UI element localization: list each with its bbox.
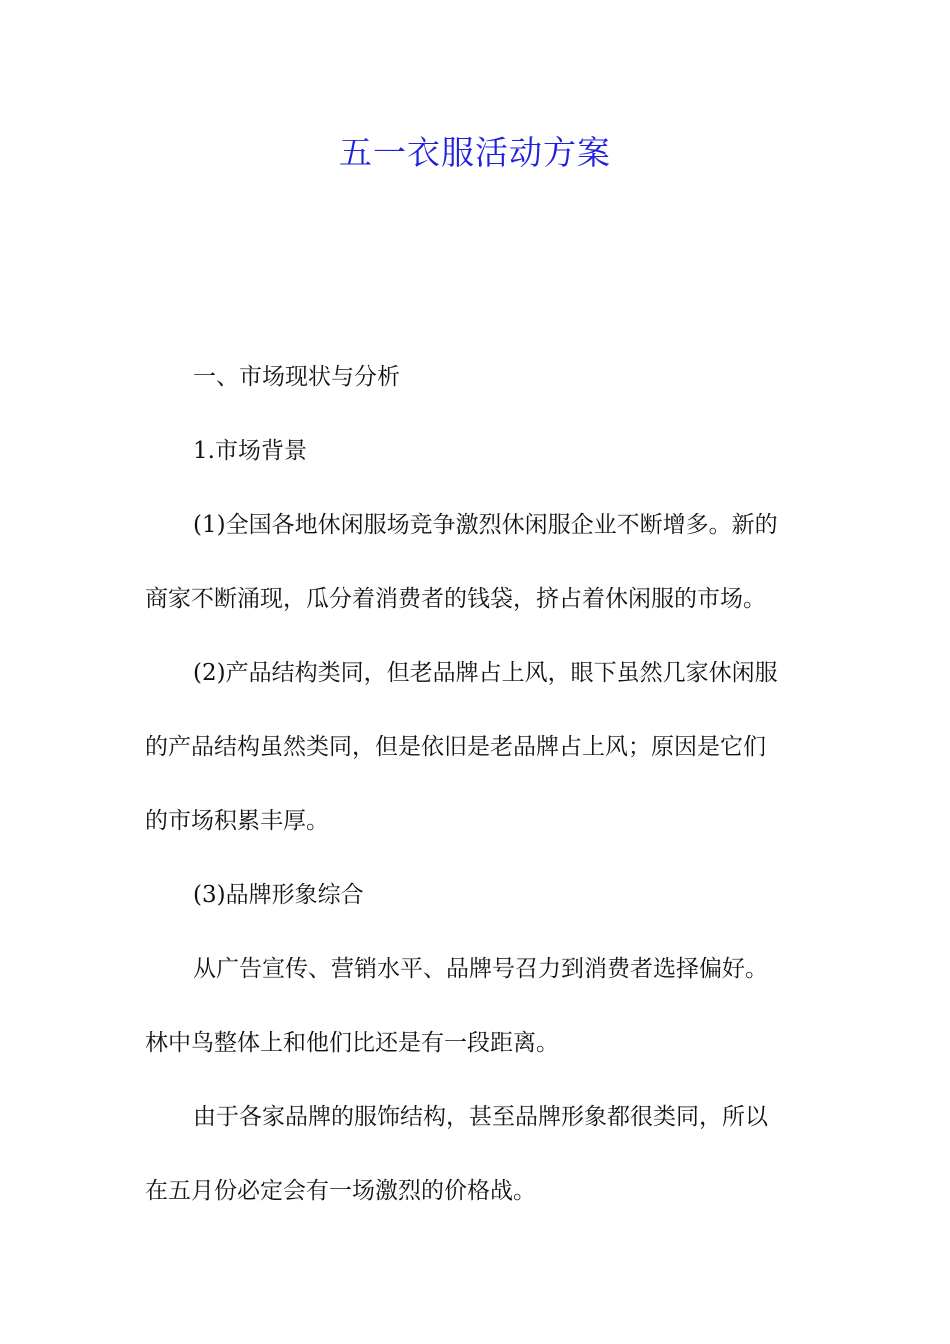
paragraph-line: 的市场积累丰厚。 [145,808,329,834]
section-heading-market-status: 一、市场现状与分析 [193,364,400,390]
document-body [145,340,810,1228]
paragraph-line: (1)全国各地休闲服场竞争激烈休闲服企业不断增多。新的 [193,512,778,538]
paragraph-line: 由于各家品牌的服饰结构，甚至品牌形象都很类同，所以 [193,1104,768,1130]
paragraph-line: 商家不断涌现，瓜分着消费者的钱袋，挤占着休闲服的市场。 [145,586,766,612]
document-title: 五一衣服活动方案 [339,133,611,172]
paragraph-line: 林中鸟整体上和他们比还是有一段距离。 [145,1030,559,1056]
paragraph-line: 从广告宣传、营销水平、品牌号召力到消费者选择偏好。 [193,956,768,982]
paragraph-line: (2)产品结构类同，但老品牌占上风，眼下虽然几家休闲服 [193,660,778,686]
subsection-heading-market-background: 1.市场背景 [193,438,307,464]
paragraph-line: 在五月份必定会有一场激烈的价格战。 [145,1178,536,1204]
subsection-heading-brand-image: (3)品牌形象综合 [193,882,364,908]
paragraph-line: 的产品结构虽然类同，但是依旧是老品牌占上风；原因是它们 [145,734,766,760]
